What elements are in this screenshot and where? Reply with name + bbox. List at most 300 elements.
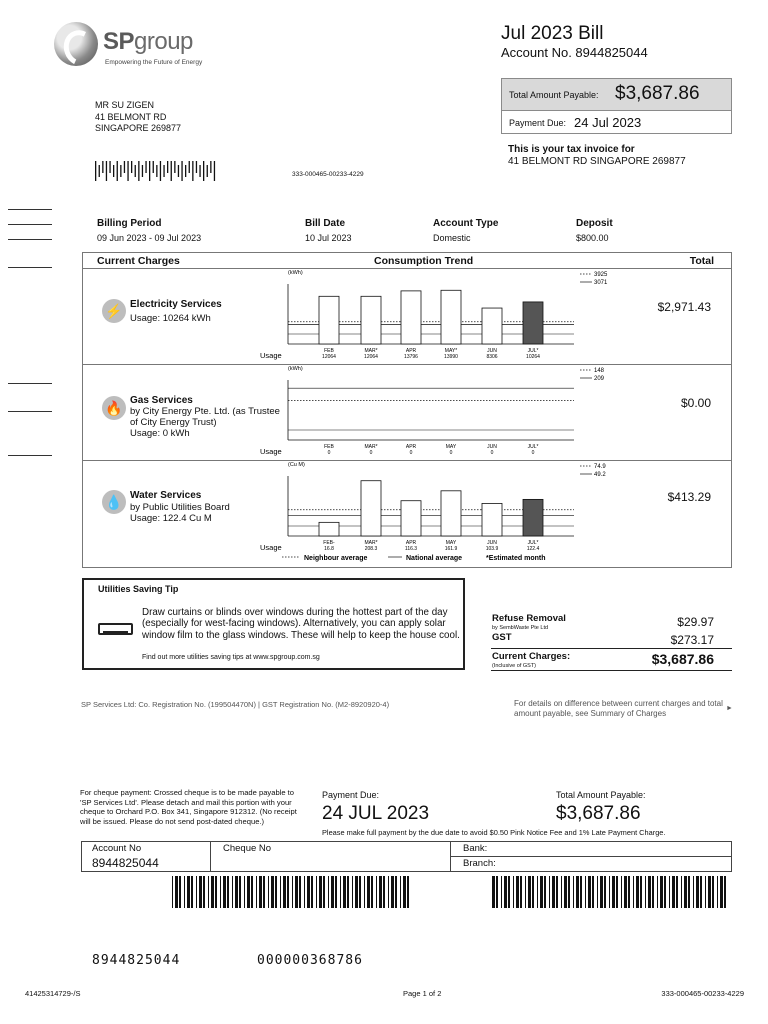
trend-unit-label: (kWh) [288, 366, 303, 372]
barcode-bar [604, 876, 606, 908]
trend-usage-value: 0 [531, 450, 535, 456]
postal-barcode-bar [153, 161, 154, 173]
barcode-bar [693, 876, 694, 908]
customer-name: MR SU ZIGEN [95, 100, 155, 110]
barcode-bar [525, 876, 526, 908]
ocr-amount: 000000368786 [257, 953, 363, 968]
barcode-bar [367, 876, 370, 908]
trend-month-label: JUN [487, 348, 497, 354]
consumption-trend-heading: Consumption Trend [374, 255, 474, 267]
barcode-bar [295, 876, 298, 908]
barcode-bar [508, 876, 510, 908]
total-heading: Total [689, 255, 714, 267]
trend-bar [401, 501, 421, 536]
saving-tip-link: Find out more utilities saving tips at www.spgroup.com.sg [142, 654, 320, 661]
barcode-bar [287, 876, 289, 908]
barcode-bar [223, 876, 226, 908]
trend-bar [361, 481, 381, 536]
barcode-bar [328, 876, 329, 908]
payment-due-label: Payment Due: [509, 118, 567, 128]
neighbour-legend-label: Neighbour average [304, 555, 368, 562]
barcode-bar [347, 876, 349, 908]
electricity-service-name: Electricity Services [130, 299, 222, 310]
barcode-bar [376, 876, 377, 908]
customer-address-line1: 41 BELMONT RD [95, 111, 167, 122]
consumption-trend-charts [258, 267, 618, 567]
postal-barcode-bar [142, 165, 143, 177]
trend-month-label: APR [405, 540, 417, 546]
summary-divider [491, 670, 732, 671]
flame-icon: 🔥 [102, 396, 126, 420]
barcode-bar [268, 876, 269, 908]
barcode-bar [383, 876, 385, 908]
national-average-value: 209 [594, 376, 605, 382]
neighbour-average-value: 3925 [594, 272, 608, 278]
barcode-bar [208, 876, 209, 908]
barcode-bar [307, 876, 310, 908]
current-charges-amount: $3,687.86 [651, 651, 714, 667]
barcode-bar [244, 876, 245, 908]
fold-mark [8, 267, 52, 268]
barcode-bar [316, 876, 317, 908]
late-payment-note: Please make full payment by the due date to avoid $0.50 Pink Notice Fee and 1% Late Payment Charge. [322, 828, 666, 837]
barcode-bar [592, 876, 594, 908]
barcode-bar [537, 876, 538, 908]
saving-tip-title: Utilities Saving Tip [98, 584, 179, 594]
slip-due-label: Payment Due: [322, 790, 380, 800]
bank-label: Bank: [463, 843, 488, 854]
barcode-bar [504, 876, 507, 908]
postal-barcode-bar [149, 161, 150, 181]
trend-month-label: APR [405, 444, 417, 450]
logo-name: SPgroup [103, 28, 193, 55]
postal-barcode-bar [207, 165, 208, 177]
trend-usage-value: 13990 [444, 354, 458, 360]
barcode-bar [259, 876, 262, 908]
barcode-bar [292, 876, 293, 908]
postal-barcode-bar [109, 161, 110, 173]
postal-barcode-bar [181, 161, 182, 181]
barcode-bar [724, 876, 726, 908]
logo-tagline: Empowering the Future of Energy [105, 59, 203, 66]
barcode-bar [528, 876, 531, 908]
electricity-total: $2,971.43 [657, 300, 711, 314]
barcode-bar [688, 876, 690, 908]
postal-barcode-bar [167, 161, 168, 173]
barcode-bar [648, 876, 651, 908]
trend-usage-value: 116.3 [404, 546, 418, 552]
fold-mark [8, 224, 52, 225]
saving-tip-text: Draw curtains or blinds over windows during the hottest part of the day (especially for west-facing windows). Alternatively, you can apply solar window film to the glass windows. These will help to keep the house cool. [142, 607, 460, 641]
postal-barcode-bar [127, 161, 128, 181]
trend-usage-value: 10264 [526, 354, 540, 360]
water-drop-icon: 💧 [102, 490, 126, 514]
customer-reference: 333-000465-00233-4229 [292, 171, 364, 178]
barcode-bar [516, 876, 519, 908]
trend-month-label: JUL* [527, 348, 539, 354]
barcode-bar [203, 876, 205, 908]
trend-bar [523, 302, 543, 344]
fold-mark [8, 383, 52, 384]
postal-barcode-bar [131, 161, 132, 173]
barcode-bar [319, 876, 322, 908]
barcode-bar [540, 876, 543, 908]
trend-usage-value: 0 [490, 450, 494, 456]
barcode-bar [247, 876, 250, 908]
current-charges-label: Current Charges: [492, 651, 571, 662]
postal-barcode-bar [135, 165, 136, 177]
barcode-bar [492, 876, 495, 908]
national-average-value: 49.2 [594, 472, 606, 478]
deposit-label: Deposit [576, 218, 613, 229]
usage-label: Usage [260, 447, 282, 456]
postal-barcode-bar [210, 161, 211, 173]
barcode-bar [359, 876, 361, 908]
barcode-bar [544, 876, 546, 908]
inclusive-gst-note: (Inclusive of GST) [492, 663, 537, 669]
barcode-bar [311, 876, 313, 908]
postal-barcode-bar [138, 161, 139, 181]
barcode-bar [355, 876, 358, 908]
trend-month-label: JUN [487, 444, 497, 450]
trend-month-label: JUL* [527, 540, 539, 546]
tax-invoice-address: 41 BELMONT RD SINGAPORE 269877 [508, 156, 686, 167]
customer-address [95, 100, 181, 135]
trend-bar [319, 296, 339, 344]
barcode-bar [640, 876, 642, 908]
payment-summary-box [501, 78, 732, 134]
total-payable-label: Total Amount Payable: [509, 90, 599, 100]
barcode-bar [684, 876, 687, 908]
neighbour-average-value: 148 [594, 368, 605, 374]
postal-barcode-bar [163, 165, 164, 177]
slip-account-label: Account No [92, 843, 142, 854]
barcode-bar [576, 876, 579, 908]
barcode-bar [343, 876, 346, 908]
gst-amount: $273.17 [670, 633, 714, 647]
barcode-bar [696, 876, 699, 908]
postal-barcode-bar [171, 161, 172, 181]
postal-barcode-bar [203, 161, 204, 181]
trend-month-label: JUL* [527, 444, 539, 450]
account-reference: 333-000465-00233-4229 [661, 989, 744, 998]
barcode-bar [196, 876, 197, 908]
postal-barcode-bar [113, 165, 114, 177]
payment-barcode [172, 876, 412, 908]
barcode-bar [352, 876, 353, 908]
bill-date-label: Bill Date [305, 218, 346, 229]
postal-barcode-bar [102, 161, 103, 173]
barcode-bar [280, 876, 281, 908]
barcode-bar [403, 876, 406, 908]
page-number: Page 1 of 2 [403, 989, 442, 998]
tax-invoice-title: This is your tax invoice for [508, 144, 635, 155]
barcode-bar [657, 876, 658, 908]
barcode-bar [652, 876, 654, 908]
national-average-value: 3071 [594, 280, 608, 286]
trend-month-label: APR [405, 348, 417, 354]
account-no-cell [82, 842, 211, 871]
trend-month-label: MAY [445, 444, 457, 450]
barcode-bar [669, 876, 670, 908]
barcode-bar [612, 876, 615, 908]
gas-details: by City Energy Pte. Ltd. (as Trustee of City Energy Trust) Usage: 0 kWh [130, 406, 280, 439]
trend-usage-value: 161.9 [444, 546, 458, 552]
barcode-bar [187, 876, 190, 908]
slip-total-amount: $3,687.86 [556, 803, 641, 824]
estimated-legend-label: *Estimated month [486, 555, 546, 562]
document-reference: 41425314729-/S [25, 989, 81, 998]
trend-month-label: FEB [324, 444, 334, 450]
barcode-bar [705, 876, 706, 908]
gas-service-name: Gas Services [130, 395, 193, 406]
barcode-bar [664, 876, 666, 908]
barcode-bar [235, 876, 238, 908]
barcode-bar [283, 876, 286, 908]
refuse-removal-provider: by SembWaste Pte Ltd [492, 625, 549, 631]
barcode-bar [520, 876, 522, 908]
trend-month-label: FEB [324, 348, 334, 354]
barcode-bar [340, 876, 341, 908]
bank-cell[interactable] [451, 842, 731, 871]
barcode-bar [191, 876, 193, 908]
barcode-bar [407, 876, 409, 908]
barcode-bar [371, 876, 373, 908]
fold-mark [8, 411, 52, 412]
barcode-bar [645, 876, 646, 908]
customer-address-line2: SINGAPORE 269877 [95, 123, 182, 133]
barcode-bar [720, 876, 723, 908]
water-total: $413.29 [667, 490, 711, 504]
water-details: by Public Utilities Board Usage: 122.4 Cu M [130, 502, 230, 524]
slip-account-value: 8944825044 [92, 856, 159, 870]
barcode-bar [708, 876, 711, 908]
barcode-bar [323, 876, 325, 908]
barcode-bar [256, 876, 257, 908]
barcode-bar [391, 876, 394, 908]
refuse-removal-amount: $29.97 [677, 615, 714, 629]
trend-unit-label: (Cu M) [288, 462, 305, 468]
summary-divider [491, 648, 732, 649]
barcode-bar [232, 876, 233, 908]
gst-label: GST [492, 632, 512, 643]
barcode-bar [220, 876, 221, 908]
national-legend-label: National average [406, 555, 463, 562]
refuse-removal-label: Refuse Removal [492, 613, 566, 624]
trend-bar [319, 522, 339, 536]
barcode-bar [621, 876, 622, 908]
ocr-account-number: 8944825044 [92, 953, 181, 968]
barcode-bar [513, 876, 514, 908]
barcode-bar [532, 876, 534, 908]
account-type-label: Account Type [433, 218, 499, 229]
barcode-bar [395, 876, 397, 908]
postal-barcode-bar [124, 161, 125, 173]
trend-unit-label: (kWh) [288, 270, 303, 276]
barcode-bar [588, 876, 591, 908]
postal-barcode-bar [120, 165, 121, 177]
trend-usage-value: 12064 [364, 354, 378, 360]
barcode-bar [616, 876, 618, 908]
postal-barcode-bar [156, 165, 157, 177]
trend-usage-value: 0 [409, 450, 413, 456]
barcode-bar [239, 876, 241, 908]
usage-label: Usage [260, 351, 282, 360]
trend-usage-value: 0 [449, 450, 453, 456]
trend-usage-value: 0 [369, 450, 373, 456]
billing-period-value: 09 Jun 2023 - 09 Jul 2023 [97, 233, 202, 243]
account-number: Account No. 8944825044 [501, 45, 648, 60]
barcode-bar [633, 876, 634, 908]
slip-total-label: Total Amount Payable: [556, 790, 646, 800]
billing-period-label: Billing Period [97, 218, 162, 229]
total-payable-amount: $3,687.86 [615, 83, 700, 104]
postal-barcode-bar [160, 161, 161, 181]
postal-barcode-bar [117, 161, 118, 181]
barcode-bar [175, 876, 178, 908]
usage-label: Usage [260, 543, 282, 552]
payment-barcode [492, 876, 732, 908]
electricity-usage: Usage: 10264 kWh [130, 313, 211, 324]
barcode-bar [609, 876, 610, 908]
branch-label: Branch: [463, 858, 496, 869]
barcode-bar [211, 876, 214, 908]
barcode-bar [184, 876, 185, 908]
trend-month-label: MAR* [364, 540, 378, 546]
postal-barcode-bar [145, 161, 146, 173]
postal-barcode [95, 161, 220, 181]
barcode-bar [275, 876, 277, 908]
postal-barcode-bar [174, 161, 175, 173]
trend-month-label: MAR* [364, 444, 378, 450]
barcode-bar [580, 876, 582, 908]
bill-date-value: 10 Jul 2023 [305, 233, 352, 243]
trend-month-label: MAY [445, 540, 457, 546]
trend-bar [523, 499, 543, 536]
barcode-bar [585, 876, 586, 908]
barcode-bar [676, 876, 678, 908]
barcode-bar [172, 876, 173, 908]
barcode-bar [600, 876, 603, 908]
trend-bar [482, 503, 502, 536]
barcode-bar [628, 876, 630, 908]
cheque-payment-note: For cheque payment: Crossed cheque is to be made payable to 'SP Services Ltd'. Please detach and mail this portion with your cheque to Orchard P.O. Box 341, Singapore 912312. (No receipt will be issued. Please do not send post-dated cheque.) [80, 788, 297, 826]
trend-usage-value: 0 [327, 450, 331, 456]
trend-usage-value: 16.8 [324, 546, 334, 552]
payment-slip-table [81, 841, 732, 872]
trend-usage-value: 208.3 [364, 546, 378, 552]
deposit-value: $800.00 [576, 233, 609, 243]
postal-barcode-bar [99, 165, 100, 177]
gas-total: $0.00 [680, 396, 711, 410]
water-service-name: Water Services [130, 490, 202, 501]
trend-bar [441, 491, 461, 536]
barcode-bar [199, 876, 202, 908]
barcode-bar [549, 876, 550, 908]
cheque-no-cell[interactable] [211, 842, 451, 871]
barcode-bar [388, 876, 389, 908]
barcode-bar [624, 876, 627, 908]
barcode-bar [700, 876, 702, 908]
barcode-bar [331, 876, 334, 908]
current-charges-table [82, 252, 732, 568]
barcode-bar [271, 876, 274, 908]
account-type-value: Domestic [433, 233, 471, 243]
air-conditioner-icon [98, 623, 133, 635]
arrow-right-icon: ► [726, 705, 733, 712]
charges-difference-text: For details on difference between current charges and total amount payable, see Summary of Charges [514, 699, 723, 718]
trend-usage-value: 122.4 [526, 546, 540, 552]
barcode-bar [400, 876, 401, 908]
barcode-bar [263, 876, 265, 908]
barcode-bar [660, 876, 663, 908]
postal-barcode-bar [178, 165, 179, 177]
barcode-bar [556, 876, 558, 908]
bill-title: Jul 2023 Bill [501, 23, 604, 44]
barcode-bar [717, 876, 718, 908]
lightning-icon: ⚡ [102, 299, 126, 323]
charges-difference-note [514, 699, 734, 719]
neighbour-average-value: 74.9 [594, 464, 606, 470]
trend-month-label: JUN [487, 540, 497, 546]
barcode-bar [597, 876, 598, 908]
cheque-no-label: Cheque No [223, 843, 272, 854]
barcode-bar [564, 876, 567, 908]
barcode-bar [568, 876, 570, 908]
registration-info: SP Services Ltd: Co. Registration No. (199504470N) | GST Registration No. (M2-8920920-4) [81, 700, 390, 709]
trend-usage-value: 8306 [486, 354, 498, 360]
saving-tip-box [82, 578, 465, 670]
postal-barcode-bar [214, 161, 215, 181]
barcode-bar [552, 876, 555, 908]
postal-barcode-bar [95, 161, 96, 181]
trend-usage-value: 13796 [404, 354, 418, 360]
postal-barcode-bar [185, 165, 186, 177]
payment-due-date: 24 Jul 2023 [574, 115, 642, 130]
barcode-bar [215, 876, 217, 908]
postal-barcode-bar [196, 161, 197, 173]
barcode-bar [304, 876, 305, 908]
barcode-bar [561, 876, 562, 908]
barcode-bar [364, 876, 365, 908]
barcode-bar [496, 876, 498, 908]
barcode-bar [379, 876, 382, 908]
trend-usage-value: 103.9 [485, 546, 499, 552]
fold-mark [8, 239, 52, 240]
postal-barcode-bar [192, 161, 193, 181]
trend-month-label: MAY* [444, 348, 458, 354]
barcode-bar [712, 876, 714, 908]
trend-usage-value: 12064 [322, 354, 336, 360]
barcode-bar [573, 876, 574, 908]
barcode-bar [636, 876, 639, 908]
postal-barcode-bar [189, 161, 190, 173]
postal-barcode-bar [199, 165, 200, 177]
sp-group-logo-icon [54, 22, 98, 66]
barcode-bar [251, 876, 253, 908]
barcode-bar [681, 876, 682, 908]
current-charges-heading: Current Charges [97, 255, 180, 267]
trend-bar [441, 290, 461, 344]
barcode-bar [501, 876, 502, 908]
fold-mark [8, 455, 52, 456]
barcode-bar [672, 876, 675, 908]
postal-barcode-bar [106, 161, 107, 181]
barcode-bar [299, 876, 301, 908]
trend-month-label: MAR* [364, 348, 378, 354]
barcode-bar [227, 876, 229, 908]
barcode-bar [335, 876, 337, 908]
